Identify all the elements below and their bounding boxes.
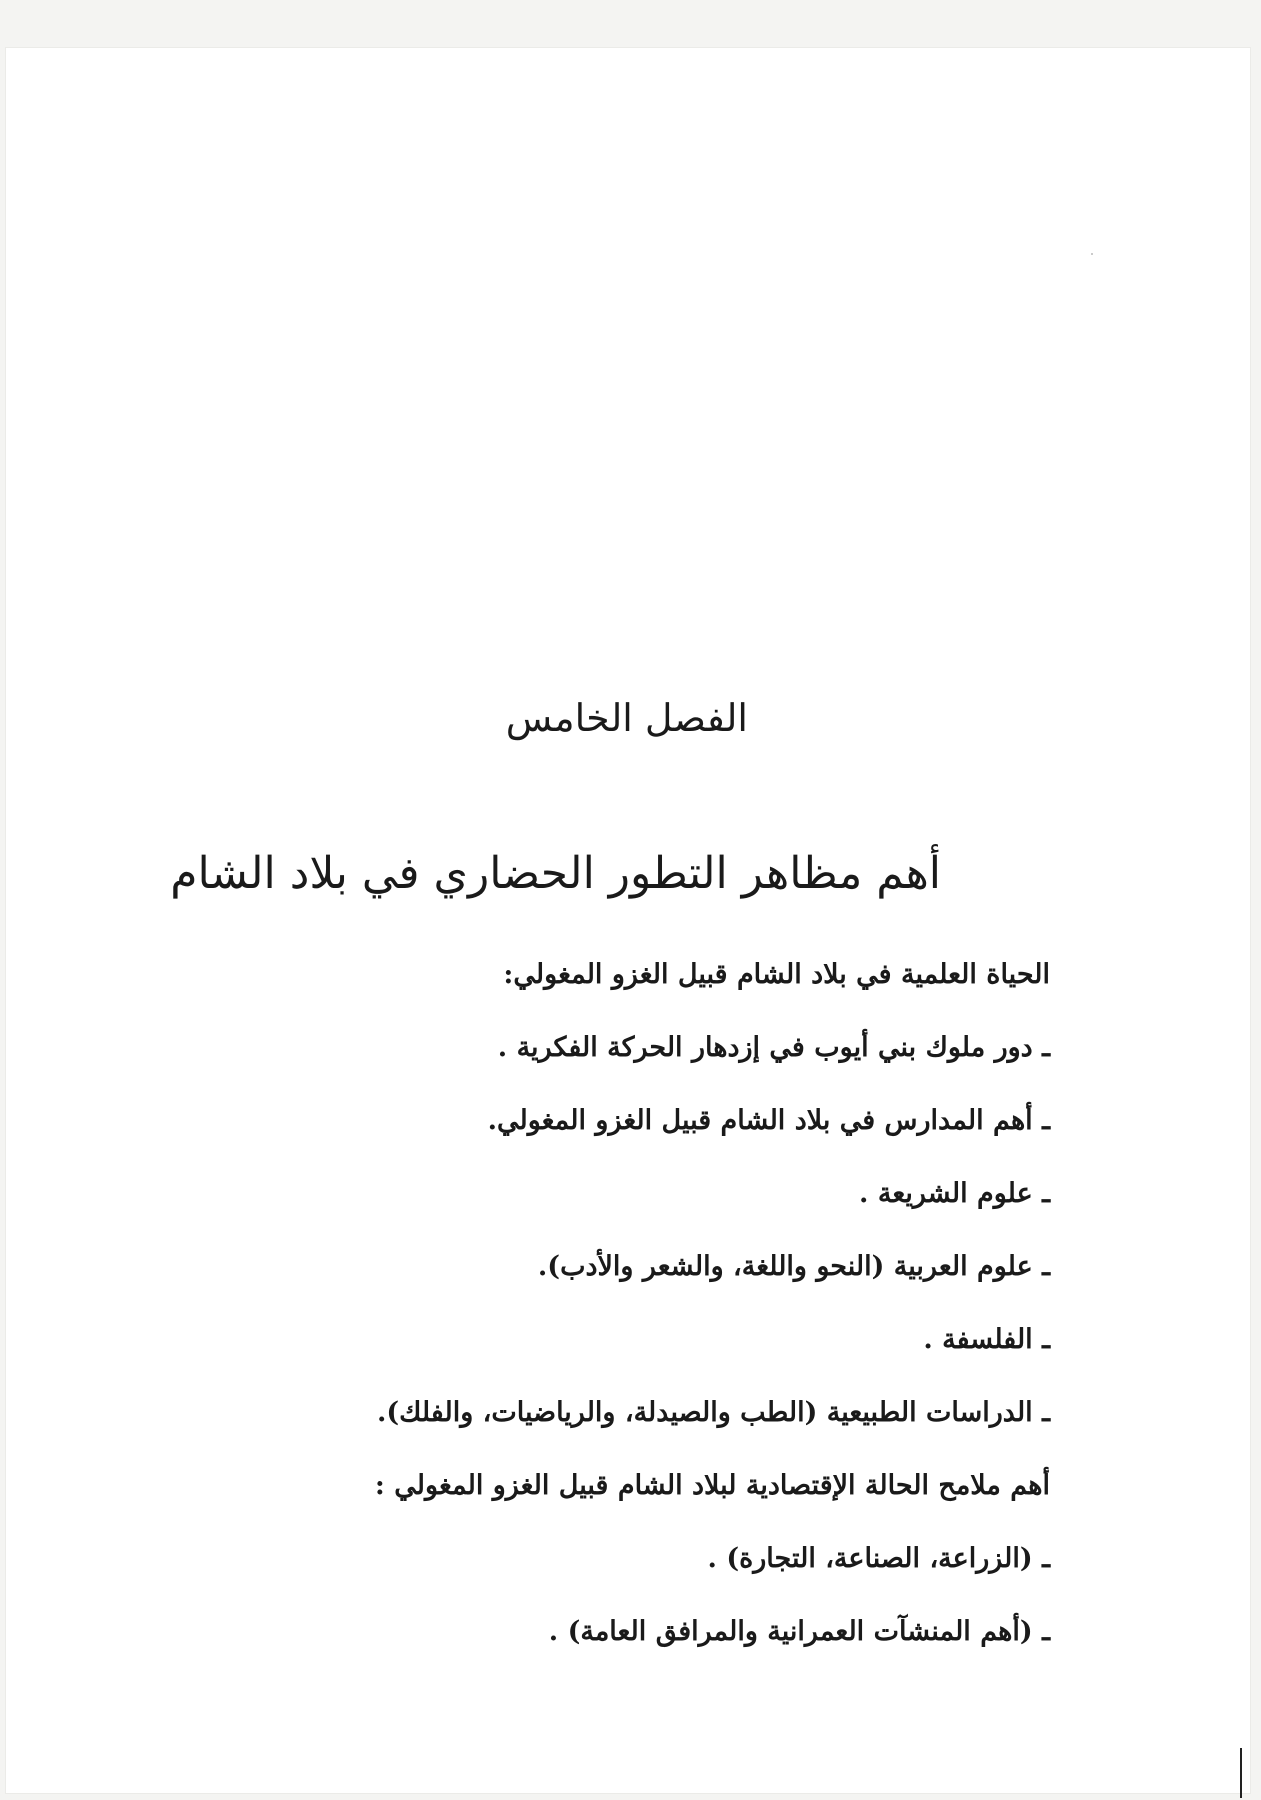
list-item: ـ علوم العربية (النحو واللغة، والشعر والأدب). — [537, 1251, 1050, 1282]
chapter-title: الفصل الخامس — [505, 696, 748, 740]
scan-edge-mark — [1240, 1748, 1242, 1798]
list-item: ـ الدراسات الطبيعية (الطب والصيدلة، والرياضيات، والفلك). — [376, 1397, 1050, 1428]
list-item: ـ الفلسفة . — [923, 1324, 1050, 1355]
document-page — [6, 48, 1250, 1793]
section-heading-economic-state: أهم ملامح الحالة الإقتصادية لبلاد الشام قبيل الغزو المغولي : — [374, 1470, 1050, 1501]
list-item: ـ (الزراعة، الصناعة، التجارة) . — [707, 1543, 1050, 1574]
main-heading: أهم مظاهر التطور الحضاري في بلاد الشام — [170, 848, 941, 899]
scan-speck — [1091, 253, 1093, 255]
section-heading-scientific-life: الحياة العلمية في بلاد الشام قبيل الغزو المغولي: — [503, 959, 1050, 990]
list-item: ـ أهم المدارس في بلاد الشام قبيل الغزو المغولي. — [487, 1105, 1050, 1136]
list-item: ـ دور ملوك بني أيوب في إزدهار الحركة الفكرية . — [497, 1032, 1050, 1063]
list-item: ـ (أهم المنشآت العمرانية والمرافق العامة) . — [548, 1616, 1050, 1647]
list-item: ـ علوم الشريعة . — [859, 1178, 1050, 1209]
